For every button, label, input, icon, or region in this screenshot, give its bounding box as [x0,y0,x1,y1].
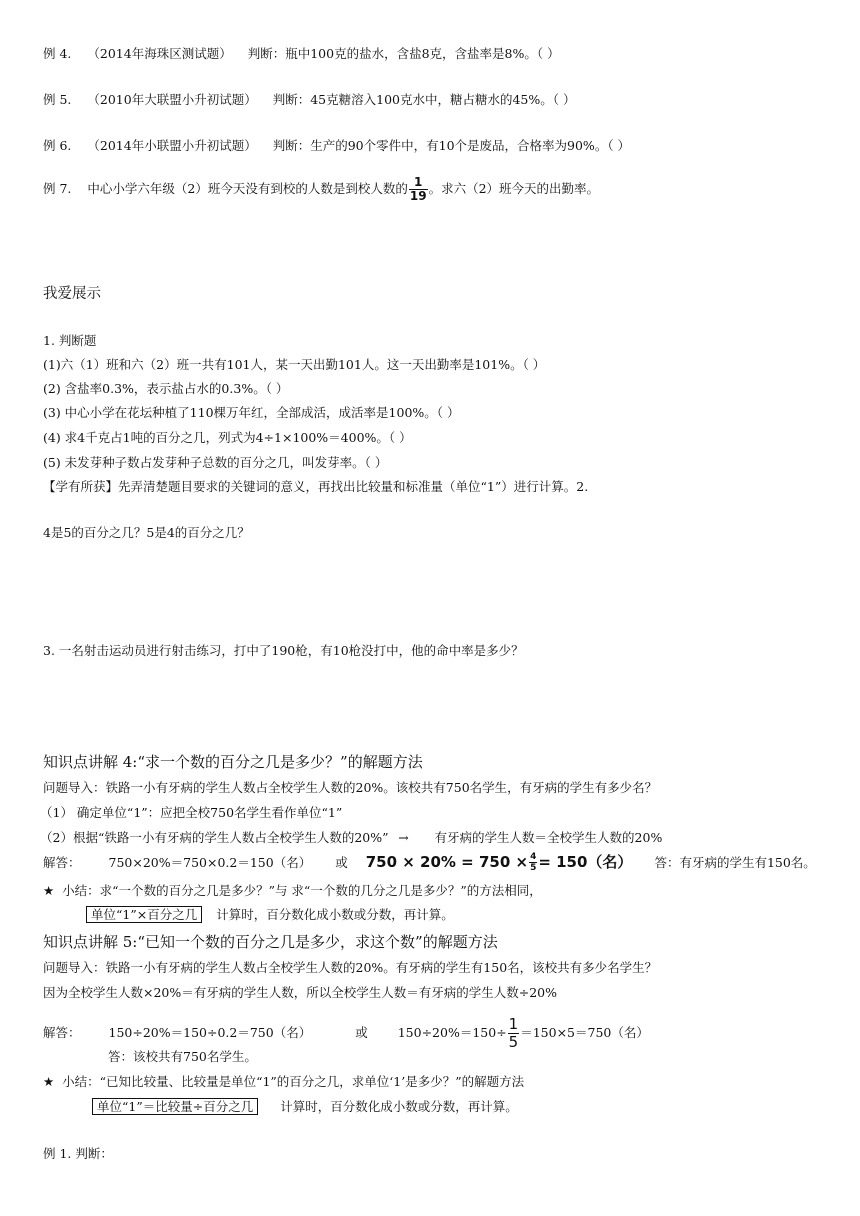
example-4: 例 4. （2014年海珠区测试题） 判断：瓶中100克的盐水，含盐8克，含盐率是8%。（ ） [43,46,560,61]
knowledge-4-step-1: （1） 确定单位“1”：应把全校750名学生看作单位“1” [40,805,343,820]
knowledge-4-answer: 解答： 750×20%＝750×0.2＝150（名） 或 750 × 20% = 750 × $\frac{4}{5}$ = 150（名） 答：有牙病的学生有150名。 [43,852,816,873]
knowledge-4-step-2: （2）根据“铁路一小有牙病的学生人数占全校学生人数的20%” → 有牙病的学生人数＝全校学生人数的20% [40,830,663,845]
knowledge-4-formula-line: 单位“1”×百分之几 计算时，百分数化成小数或分数，再计算。 [86,906,454,923]
knowledge-5-reason: 因为全校学生人数×20%＝有牙病的学生人数，所以全校学生人数＝有牙病的学生人数÷20% [43,985,558,1000]
star-icon: ★ [43,1074,55,1089]
knowledge-4-title: 知识点讲解 4:“求一个数的百分之几是多少？”的解题方法 [43,753,423,771]
judgement-item-2: (2) 含盐率0.3%，表示盐占水的0.3%。（ ） [43,381,289,396]
formula-box: 单位“1”＝比较量÷百分之几 [92,1098,258,1115]
judgement-item-1: (1)六（1）班和六（2）班一共有101人，某一天出勤101人。这一天出勤率是101%。（ ） [43,357,546,372]
alternative-equation: 750 × 20% = 750 × $\frac{4}{5}$ = 150（名） [365,852,633,873]
knowledge-5-formula-line: 单位“1”＝比较量÷百分之几 计算时，百分数化成小数或分数，再计算。 [92,1098,518,1115]
right-arrow-icon: → [398,830,409,845]
fraction-1-19: $\frac{1}{19}$ [409,175,427,203]
knowledge-5-title: 知识点讲解 5:“已知一个数的百分之几是多少，求这个数”的解题方法 [43,933,498,951]
example-6: 例 6. （2014年小联盟小升初试题） 判断：生产的90个零件中，有10个是废品，合格率为90%。（ ） [43,138,631,153]
example-5: 例 5. （2010年大联盟小升初试题） 判断：45克糖溶入100克水中，糖占糖水的45%。（ ） [43,92,576,107]
example-7: 例 7. 中心小学六年级（2）班今天没有到校的人数是到校人数的 $\frac{1}{19}$ 。求六（2）班今天的出勤率。 [43,175,600,203]
judgement-item-5: (5) 未发芽种子数占发芽种子总数的百分之几，叫发芽率。（ ） [43,455,388,470]
judgement-title: 1. 判断题 [43,333,97,348]
section-heading-show: 我爱展示 [43,286,101,302]
star-icon: ★ [43,883,55,898]
knowledge-4-summary: ★ 小结：求“一个数的百分之几是多少？”与 求“一个数的几分之几是多少？”的方法相同， [43,883,542,898]
learning-tip: 【学有所获】先弄清楚题目要求的关键词的意义，再找出比较量和标准量（单位“1”）进行计算。2. [43,479,589,494]
knowledge-5-final-answer: 答：该校共有750名学生。 [108,1049,257,1064]
knowledge-5-intro: 问题导入：铁路一小有牙病的学生人数占全校学生人数的20%。有牙病的学生有150名，该校共有多少名学生？ [43,960,658,975]
judgement-item-4: (4) 求4千克占1吨的百分之几，列式为4÷1×100%＝400%。（ ） [43,430,412,445]
formula-box: 单位“1”×百分之几 [86,906,202,923]
fraction-1-5: $\frac{1}{5}$ [508,1015,519,1051]
knowledge-5-answer: 解答： 150÷20%＝150÷0.2＝750（名） 或 150÷20%＝150÷ $\frac{1}{5}$ ＝150×5＝750（名） [43,1015,649,1051]
question-2: 4是5的百分之几？5是4的百分之几？ [43,525,250,540]
example-1-title: 例 1. 判断： [43,1146,113,1161]
question-3: 3. 一名射击运动员进行射击练习，打中了190枪，有10枪没打中，他的命中率是多少？ [43,643,524,658]
knowledge-5-summary: ★ 小结：“已知比较量、比较量是单位“1”的百分之几，求单位‘1’是多少？”的解题方法 [43,1074,525,1089]
knowledge-4-intro: 问题导入：铁路一小有牙病的学生人数占全校学生人数的20%。该校共有750名学生，有牙病的学生有多少名？ [43,780,658,795]
judgement-item-3: (3) 中心小学在花坛种植了110棵万年红，全部成活，成活率是100%。（ ） [43,405,460,420]
